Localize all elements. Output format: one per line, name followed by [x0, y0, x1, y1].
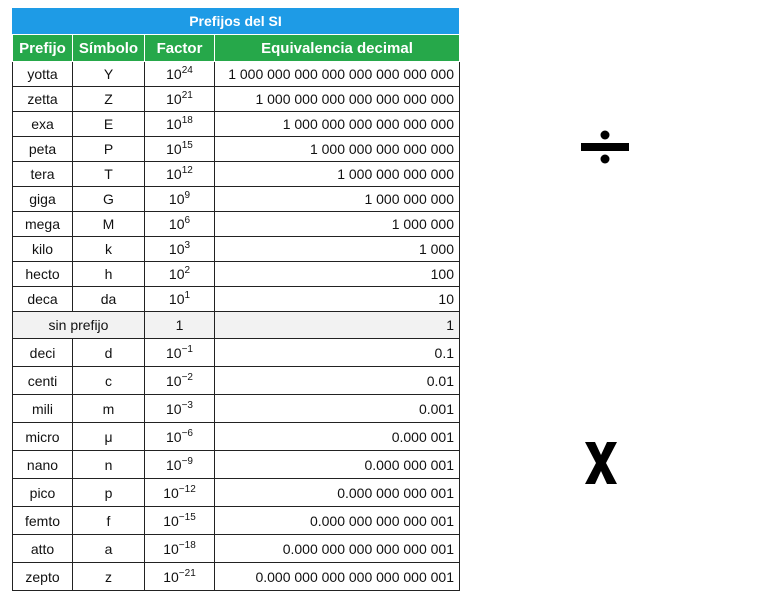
factor-cell: [145, 507, 215, 535]
decimal-cell: 1 000 000 000 000 000 000 000: [215, 87, 460, 112]
positive-rows: [13, 62, 460, 312]
decimal-cell: 0.000 000 000 000 000 000 001: [215, 563, 460, 591]
factor-cell: [145, 367, 215, 395]
symbol-cell: T: [73, 162, 145, 187]
table-row-base: [13, 312, 460, 339]
factor-exponent: 1: [184, 290, 191, 301]
prefix-cell: pico: [13, 479, 73, 507]
factor-exponent: 12: [181, 165, 193, 176]
factor-exponent: 3: [184, 240, 191, 251]
table-row: [13, 451, 460, 479]
factor-cell: [145, 535, 215, 563]
factor-base: 10: [163, 484, 179, 501]
decimal-cell: 1 000 000 000 000 000: [215, 137, 460, 162]
symbol-cell: n: [73, 451, 145, 479]
factor-exponent: 21: [181, 90, 193, 101]
factor-base: 10: [166, 66, 182, 82]
si-prefixes-table: [12, 8, 459, 591]
table-row: [13, 535, 460, 563]
prefix-cell: zepto: [13, 563, 73, 591]
factor-cell: [145, 287, 215, 312]
base-row-group: [13, 312, 460, 339]
decimal-cell: 0.000 000 000 000 001: [215, 507, 460, 535]
factor-cell: [145, 112, 215, 137]
prefix-cell: micro: [13, 423, 73, 451]
negative-rows: [13, 339, 460, 591]
header-row: [13, 35, 460, 62]
symbol-cell: a: [73, 535, 145, 563]
table-row: [13, 507, 460, 535]
prefix-cell: centi: [13, 367, 73, 395]
factor-base: 10: [168, 291, 185, 307]
factor-base: 10: [166, 400, 182, 417]
factor-base: 10: [168, 191, 185, 207]
factor-base: 10: [166, 428, 182, 445]
factor-exponent: 9: [184, 190, 191, 201]
symbol-cell: z: [73, 563, 145, 591]
header-decimal: Equivalencia decimal: [215, 35, 460, 62]
decimal-cell: 1 000 000 000 000 000 000 000 000: [215, 62, 460, 87]
factor-cell: [145, 212, 215, 237]
table-row: [13, 423, 460, 451]
decimal-cell: 0.01: [215, 367, 460, 395]
factor-exponent: −9: [181, 455, 193, 467]
symbol-cell: Z: [73, 87, 145, 112]
prefix-cell: kilo: [13, 237, 73, 262]
prefix-cell: exa: [13, 112, 73, 137]
base-row-decimal: 1: [215, 312, 460, 339]
decimal-cell: 0.000 001: [215, 423, 460, 451]
decimal-cell: 10: [215, 287, 460, 312]
table-row: [13, 563, 460, 591]
factor-cell: [145, 187, 215, 212]
decimal-cell: 1 000 000 000 000 000 000: [215, 112, 460, 137]
symbol-cell: M: [73, 212, 145, 237]
decimal-cell: 1 000 000 000: [215, 187, 460, 212]
factor-cell: [145, 339, 215, 367]
factor-cell: [145, 423, 215, 451]
factor-base: 10: [168, 241, 185, 257]
table-row: [13, 162, 460, 187]
decimal-cell: 1 000 000 000 000: [215, 162, 460, 187]
table-row: [13, 287, 460, 312]
factor-cell: [145, 451, 215, 479]
factor-exponent: −21: [178, 567, 196, 579]
header-prefix: Prefijo: [13, 35, 73, 62]
symbol-cell: m: [73, 395, 145, 423]
table-row: [13, 367, 460, 395]
decimal-cell: 0.1: [215, 339, 460, 367]
table-row: [13, 137, 460, 162]
prefix-cell: giga: [13, 187, 73, 212]
factor-base: 10: [166, 116, 182, 132]
table-row: [13, 112, 460, 137]
prefix-cell: mili: [13, 395, 73, 423]
prefix-cell: tera: [13, 162, 73, 187]
decimal-cell: 0.000 000 000 001: [215, 479, 460, 507]
prefix-cell: atto: [13, 535, 73, 563]
factor-exponent: −12: [178, 483, 196, 495]
prefix-cell: yotta: [13, 62, 73, 87]
decimal-cell: 1 000: [215, 237, 460, 262]
header-symbol: Símbolo: [73, 35, 145, 62]
prefix-cell: deca: [13, 287, 73, 312]
times-icon: [583, 440, 619, 486]
base-row-factor: 1: [145, 312, 215, 339]
factor-exponent: −2: [181, 371, 193, 383]
symbol-cell: da: [73, 287, 145, 312]
prefix-cell: hecto: [13, 262, 73, 287]
factor-exponent: −6: [181, 427, 193, 439]
table-row: [13, 395, 460, 423]
divide-icon: [581, 130, 629, 164]
factor-cell: [145, 479, 215, 507]
table-row: [13, 212, 460, 237]
factor-exponent: −1: [181, 343, 193, 355]
symbol-cell: E: [73, 112, 145, 137]
factor-cell: [145, 395, 215, 423]
symbol-cell: d: [73, 339, 145, 367]
table-row: [13, 479, 460, 507]
symbol-cell: p: [73, 479, 145, 507]
factor-exponent: 6: [184, 215, 191, 226]
table-row: [13, 62, 460, 87]
factor-cell: [145, 262, 215, 287]
factor-exponent: 15: [181, 140, 193, 151]
factor-exponent: −15: [178, 511, 196, 523]
table-row: [13, 262, 460, 287]
factor-base: 10: [163, 568, 179, 585]
symbol-cell: h: [73, 262, 145, 287]
factor-base: 10: [168, 266, 185, 282]
factor-cell: [145, 137, 215, 162]
header-factor: Factor: [145, 35, 215, 62]
symbol-cell: G: [73, 187, 145, 212]
factor-base: 10: [166, 456, 182, 473]
factor-exponent: 2: [184, 265, 191, 276]
decimal-cell: 100: [215, 262, 460, 287]
factor-cell: [145, 87, 215, 112]
symbol-cell: c: [73, 367, 145, 395]
prefix-cell: nano: [13, 451, 73, 479]
symbol-cell: k: [73, 237, 145, 262]
factor-exponent: 18: [181, 115, 193, 126]
factor-base: 10: [166, 141, 182, 157]
factor-cell: [145, 237, 215, 262]
table-row: [13, 187, 460, 212]
symbol-cell: P: [73, 137, 145, 162]
prefix-cell: peta: [13, 137, 73, 162]
table-row: [13, 87, 460, 112]
table-row: [13, 339, 460, 367]
symbol-cell: μ: [73, 423, 145, 451]
factor-base: 10: [166, 372, 182, 389]
prefix-cell: mega: [13, 212, 73, 237]
factor-base: 10: [166, 91, 182, 107]
factor-base: 10: [166, 166, 182, 182]
factor-cell: [145, 62, 215, 87]
decimal-cell: 0.000 000 001: [215, 451, 460, 479]
factor-base: 10: [166, 344, 182, 361]
prefix-cell: femto: [13, 507, 73, 535]
symbol-cell: f: [73, 507, 145, 535]
table-title: Prefijos del SI: [12, 8, 459, 34]
factor-base: 10: [163, 512, 179, 529]
factor-exponent: 24: [181, 65, 193, 76]
prefix-table: [12, 34, 460, 591]
symbol-cell: Y: [73, 62, 145, 87]
factor-exponent: −3: [181, 399, 193, 411]
prefix-cell: zetta: [13, 87, 73, 112]
factor-cell: [145, 162, 215, 187]
decimal-cell: 1 000 000: [215, 212, 460, 237]
factor-base: 10: [163, 540, 179, 557]
factor-cell: [145, 563, 215, 591]
prefix-cell: deci: [13, 339, 73, 367]
table-row: [13, 237, 460, 262]
decimal-cell: 0.001: [215, 395, 460, 423]
decimal-cell: 0.000 000 000 000 000 001: [215, 535, 460, 563]
factor-exponent: −18: [178, 539, 196, 551]
base-row-label: sin prefijo: [13, 312, 145, 339]
factor-base: 10: [168, 216, 185, 232]
